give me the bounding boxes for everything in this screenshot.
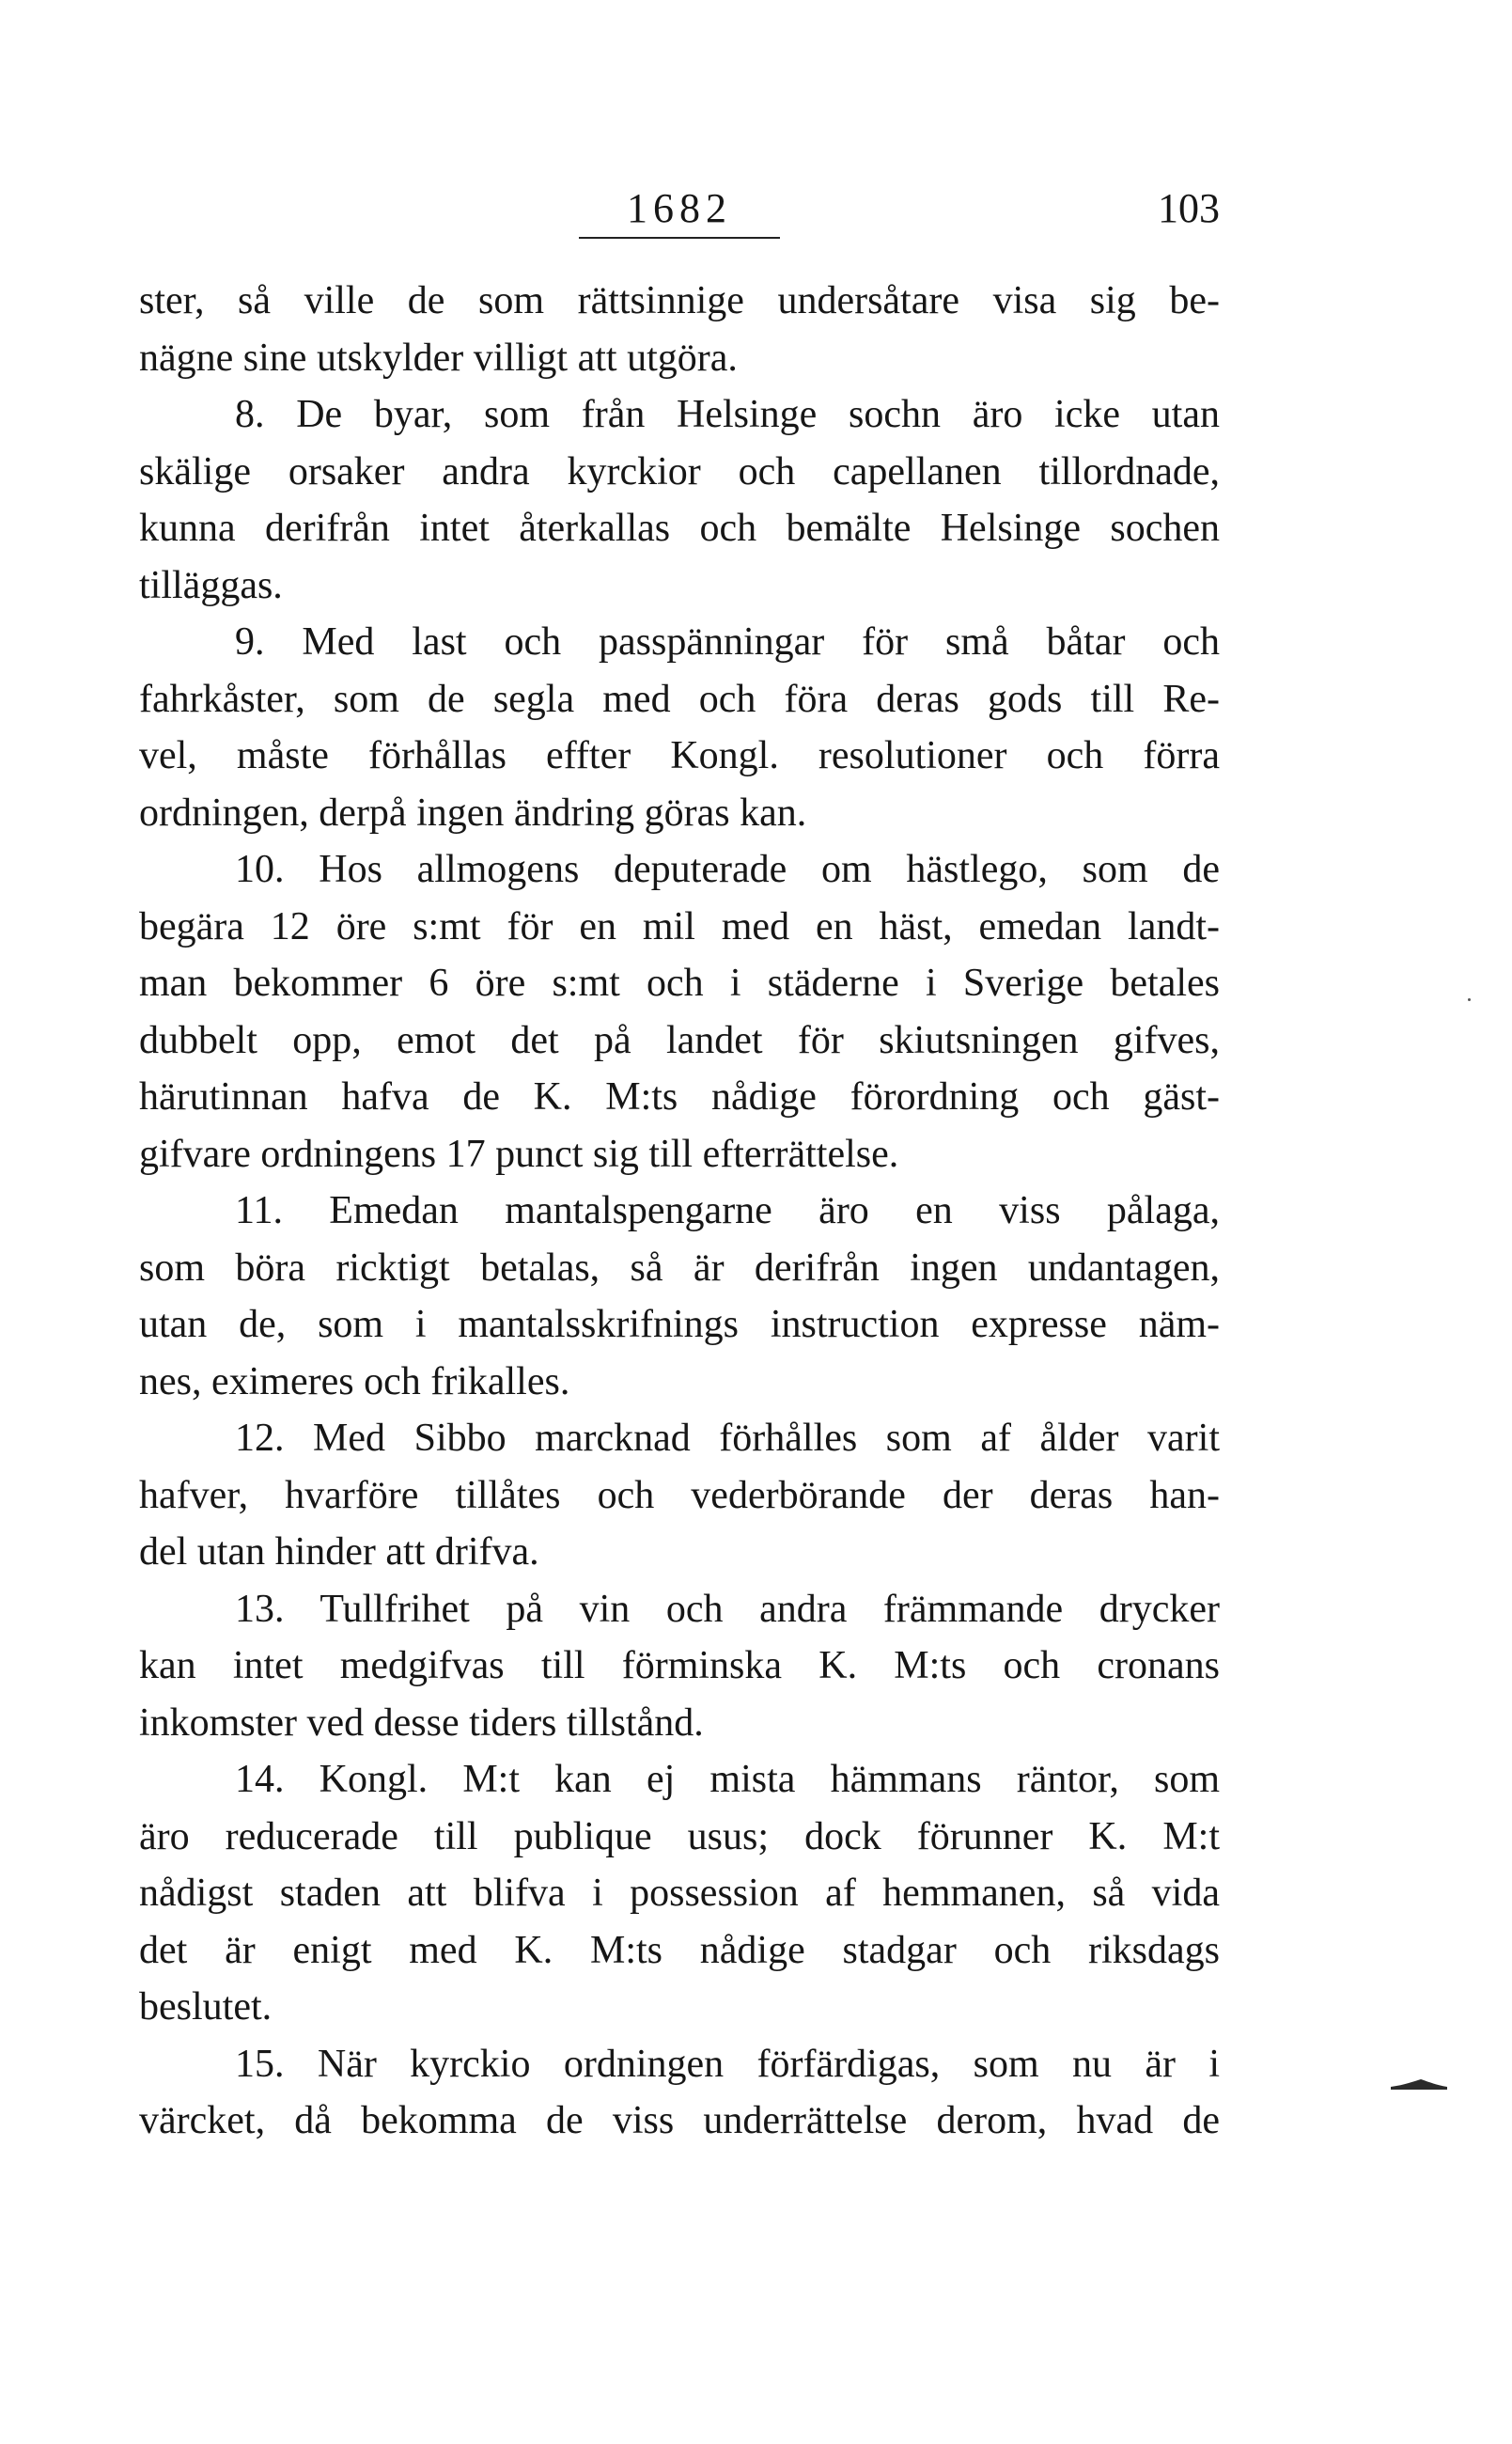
text-line: ordningen, derpå ingen ändring göras kan. bbox=[139, 791, 807, 835]
text-line: skälige orsaker andra kyrckior och capellanen tillordnade, bbox=[139, 449, 1220, 494]
text-line: det är enigt med K. M:ts nådige stadgar och riksdags bbox=[139, 1928, 1220, 1972]
text-line: beslutet. bbox=[139, 1985, 273, 2029]
page-header bbox=[139, 180, 1220, 246]
text-line: värcket, då bekomma de viss underrättelse derom, hvad de bbox=[139, 2099, 1220, 2142]
text-line: man bekommer 6 öre s:mt och i städerne i Sverige betales bbox=[139, 962, 1220, 1005]
text-line: nägne sine utskylder villigt att utgöra. bbox=[139, 336, 738, 380]
text-line: 10. Hos allmogens deputerade om hästlego, som de bbox=[235, 848, 1220, 891]
text-line: fahrkåster, som de segla med och föra deras gods till Re- bbox=[139, 677, 1220, 721]
text-line: begära 12 öre s:mt för en mil med en häst, emedan landt- bbox=[139, 904, 1220, 948]
text-line: tilläggas. bbox=[139, 563, 283, 607]
text-line: ster, så ville de som rättsinnige undersåtare visa sig be- bbox=[139, 279, 1220, 322]
text-line: 11. Emedan mantalspengarne äro en viss pålaga, bbox=[235, 1189, 1220, 1232]
text-line: vel, måste förhållas effter Kongl. resolutioner och förra bbox=[139, 734, 1220, 777]
scan-edge-mark bbox=[1391, 2077, 1447, 2092]
text-line: gifvare ordningens 17 punct sig till efterrättelse. bbox=[139, 1132, 899, 1176]
running-head-year: 1682 bbox=[627, 185, 732, 231]
text-line: nådigst staden att blifva i possession af hemmanen, så vida bbox=[139, 1872, 1220, 1915]
text-line: 8. De byar, som från Helsinge sochn äro icke utan bbox=[235, 393, 1220, 436]
text-line: hafver, hvarföre tillåtes och vederbörande der deras han- bbox=[139, 1473, 1220, 1517]
text-line: inkomster ved desse tiders tillstånd. bbox=[139, 1700, 704, 1745]
text-line: del utan hinder att drifva. bbox=[139, 1530, 539, 1574]
scan-speck bbox=[1468, 998, 1471, 1001]
text-line: 15. När kyrckio ordningen förfärdigas, som nu är i bbox=[235, 2042, 1220, 2086]
body-text bbox=[139, 273, 1220, 2150]
year-underline bbox=[579, 237, 780, 239]
text-line: utan de, som i mantalsskrifnings instruction expresse näm- bbox=[139, 1303, 1220, 1346]
text-line: 13. Tullfrihet på vin och andra främmande drycker bbox=[235, 1587, 1220, 1631]
text-line: kan intet medgifvas till förminska K. M:ts och cronans bbox=[139, 1644, 1220, 1687]
text-line: härutinnan hafva de K. M:ts nådige förordning och gäst- bbox=[139, 1075, 1220, 1119]
text-line: kunna derifrån intet återkallas och bemälte Helsinge sochen bbox=[139, 507, 1220, 550]
text-line: 12. Med Sibbo marcknad förhålles som af ålder varit bbox=[235, 1417, 1220, 1460]
text-line: nes, eximeres och frikalles. bbox=[139, 1359, 570, 1403]
text-line: dubbelt opp, emot det på landet för skiutsningen gifves, bbox=[139, 1018, 1220, 1062]
page-number: 103 bbox=[1158, 185, 1220, 231]
text-line: som böra ricktigt betalas, så är derifrån ingen undantagen, bbox=[139, 1246, 1220, 1290]
text-line: 14. Kongl. M:t kan ej mista hämmans räntor, som bbox=[235, 1758, 1220, 1801]
text-line: 9. Med last och passpänningar för små båtar och bbox=[235, 620, 1220, 664]
text-line: äro reducerade till publique usus; dock förunner K. M:t bbox=[139, 1814, 1220, 1858]
